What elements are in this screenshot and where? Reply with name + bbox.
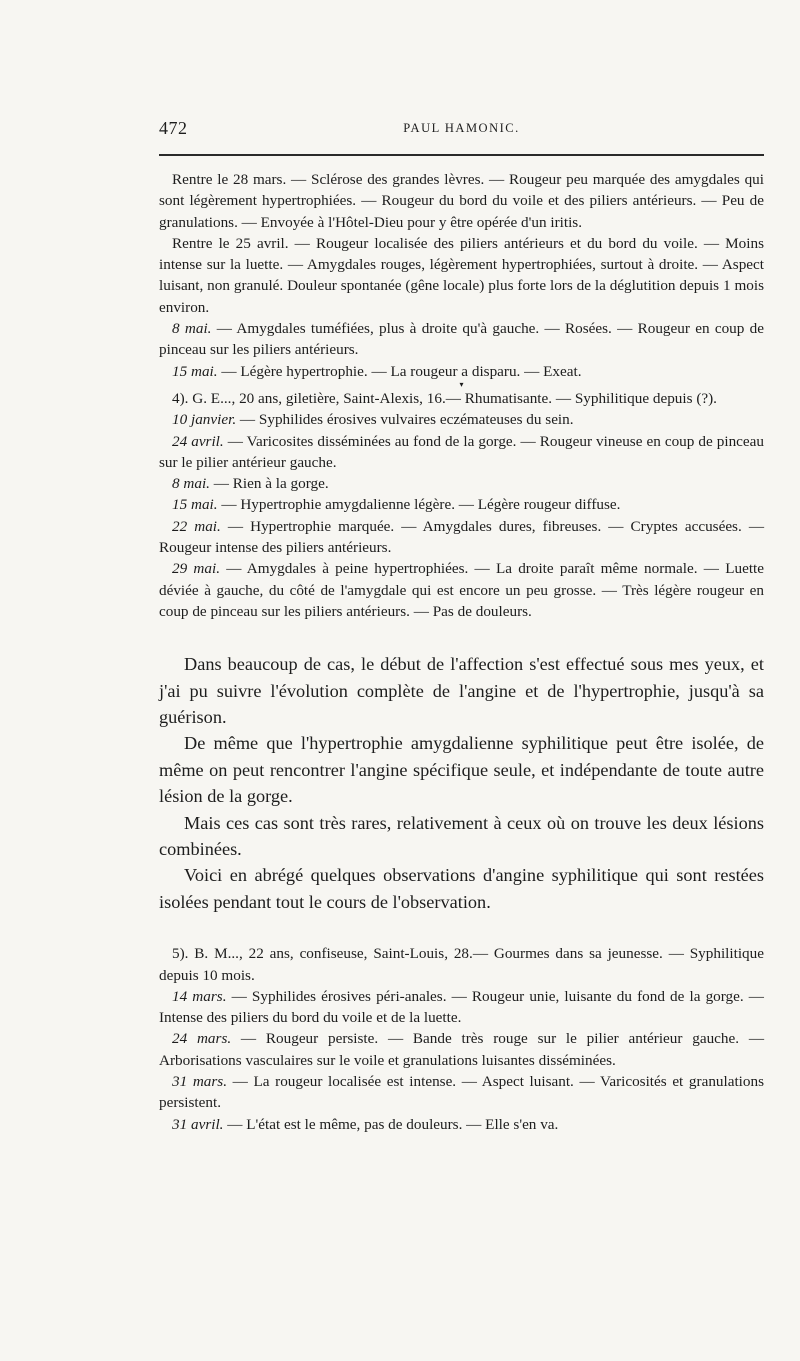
observation-3: [159, 169, 764, 622]
obs-entry: 29 mai. — Amygdales à peine hypertrophiées. — La droite paraît même normale. — Luette déviée à gauche, du côté de l'amygdale qui est encore un peu grosse. — Très légère rougeur en coup de pinceau sur les piliers antérieurs. — Pas de douleurs.: [159, 560, 764, 620]
entry-date: 15 mai.: [172, 496, 218, 514]
obs-entry: 31 avril. — L'état est le même, pas de douleurs. — Elle s'en va.: [172, 1115, 559, 1133]
body-paragraph: De même que l'hypertrophie amygdalienne syphilitique peut être isolée, de même on peut rencontrer l'angine spécifique seule, et indépendante de toute autre lésion de la gorge.: [159, 733, 764, 807]
running-header: [159, 118, 764, 140]
entry-date: 24 mars.: [172, 1030, 232, 1048]
obs-entry: Rentre le 25 avril. — Rougeur localisée des piliers antérieurs et du bord du voile. — Moins intense sur la luette. — Amygdales rouges, légèrement hypertrophiées, surtout à droite. — Aspect luisant, non granulé. Douleur spontanée (gêne locale) plus forte lors de la déglutition depuis 1 mois environ.: [159, 234, 764, 316]
obs-entry: 15 mai. — Hypertrophie amygdalienne légère. — Légère rougeur diffuse.: [172, 496, 621, 514]
body-paragraph: Dans beaucoup de cas, le début de l'affection s'est effectué sous mes yeux, et j'ai pu suivre l'évolution complète de l'angine et de l'hypertrophie, jusqu'à sa guérison.: [159, 654, 764, 728]
observation-5: [159, 943, 764, 1135]
body-text: [159, 651, 764, 915]
obs-entry: 10 janvier. — Syphilides érosives vulvaires eczémateuses du sein.: [172, 411, 574, 429]
entry-date: 8 mai.: [172, 475, 210, 493]
obs-entry: 22 mai. — Hypertrophie marquée. — Amygdales dures, fibreuses. — Cryptes accusées. — Rougeur intense des piliers antérieurs.: [159, 517, 765, 557]
obs-entry: 8 mai. — Rien à la gorge.: [172, 475, 329, 493]
entry-date: 14 mars.: [172, 987, 227, 1005]
entry-date: 31 avril.: [172, 1115, 224, 1133]
obs-intro: 5). B. M..., 22 ans, confiseuse, Saint-Louis, 28.— Gourmes dans sa jeunesse. — Syphilitique depuis 10 mois.: [159, 945, 764, 984]
obs-entry: Rentre le 28 mars. — Sclérose des grandes lèvres. — Rougeur peu marquée des amygdales qui sont légèrement hypertrophiées. — Rougeur du bord du voile et des piliers antérieurs. — Peu de granulations. — Envoyée à l'Hôtel-Dieu pour y être opérée d'un iritis.: [159, 171, 764, 231]
page: [159, 118, 764, 1135]
obs-entry: 24 mars. — Rougeur persiste. — Bande très rouge sur le pilier antérieur gauche. — Arborisations vasculaires sur le voile et granulations luisantes disséminées.: [159, 1030, 764, 1069]
obs-entry: 8 mai. — Amygdales tuméfiées, plus à droite qu'à gauche. — Rosées. — Rougeur en coup de pinceau sur les piliers antérieurs.: [159, 320, 765, 359]
entry-date: 31 mars.: [172, 1073, 228, 1091]
entry-date: 24 avril.: [172, 432, 224, 450]
obs-entry: 24 avril. — Varicosites disséminées au fond de la gorge. — Rougeur vineuse en coup de pinceau sur le pilier antérieur gauche.: [159, 432, 764, 471]
page-number: 472: [159, 118, 188, 138]
obs-entry: 15 mai. — Légère hypertrophie. — La rougeur a disparu. — Exeat.: [172, 362, 582, 380]
ink-speck: ▾: [459, 379, 464, 389]
running-head-author: PAUL HAMONIC.: [403, 121, 520, 135]
body-paragraph: Voici en abrégé quelques observations d'angine syphilitique qui sont restées isolées pendant tout le cours de l'observation.: [159, 865, 764, 912]
entry-date: 10 janvier.: [172, 411, 237, 429]
entry-date: 15 mai.: [172, 362, 218, 380]
obs-intro: 4). G. E..., 20 ans, giletière, Saint-Alexis, 16.— Rhumatisante. — Syphilitique depuis (?).: [172, 389, 717, 407]
entry-date: 22 mai.: [172, 517, 221, 535]
obs-entry: 14 mars. — Syphilides érosives péri-anales. — Rougeur unie, luisante du fond de la gorge. — Intense des piliers du bord du voile et de la luette.: [159, 987, 764, 1027]
obs-entry: 31 mars. — La rougeur localisée est intense. — Aspect luisant. — Varicosités et granulations persistent.: [159, 1073, 764, 1112]
body-paragraph: Mais ces cas sont très rares, relativement à ceux où on trouve les deux lésions combinées.: [159, 812, 764, 860]
header-rule: [159, 154, 764, 156]
entry-date: 8 mai.: [172, 320, 212, 338]
entry-date: 29 mai.: [172, 560, 220, 578]
